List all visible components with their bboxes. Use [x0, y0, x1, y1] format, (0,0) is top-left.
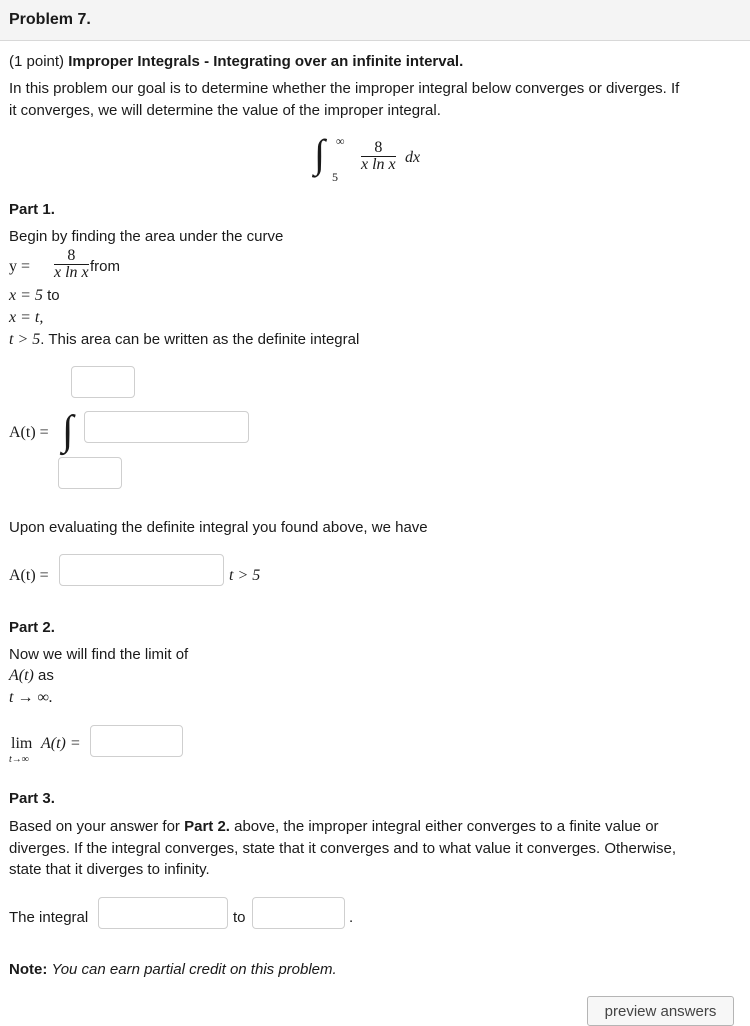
part1-y-equals: y = — [9, 258, 31, 275]
integrand-input[interactable] — [84, 411, 249, 443]
t-greater-5-condition: t > 5 — [229, 567, 261, 584]
part1-from: from — [90, 258, 120, 275]
part3-line-1-post: above, the improper integral either converges to a finite value or — [229, 818, 659, 835]
lim-label: lim — [11, 735, 33, 752]
part2-a-of-t: A(t) — [9, 667, 34, 684]
intro-line-2: it converges, we will determine the value of the improper integral. — [9, 102, 441, 119]
part2-heading: Part 2. — [9, 619, 55, 636]
preview-answers-button[interactable]: preview answers — [587, 996, 734, 1026]
upper-limit-input[interactable] — [71, 366, 135, 398]
a-of-t-label-2: A(t) = — [9, 567, 49, 584]
the-integral-label: The integral — [9, 909, 89, 926]
value-input[interactable] — [252, 897, 345, 929]
note-text: You can earn partial credit on this problem. — [51, 961, 337, 978]
main-integral-differential: dx — [405, 149, 421, 166]
part1-area-text: . This area can be written as the definite integral — [40, 331, 360, 348]
intro-line-1: In this problem our goal is to determine whether the improper integral below converges or diverges. If — [9, 80, 680, 97]
main-integral-sign: ∫ — [314, 131, 325, 176]
main-integral-denominator: x ln x — [361, 156, 396, 173]
problem-title: Problem 7. — [9, 11, 91, 28]
lower-limit-input[interactable] — [58, 457, 122, 489]
limit-input[interactable] — [90, 725, 183, 757]
part1-definite-integral-text — [9, 331, 359, 349]
part1-fraction — [54, 248, 89, 281]
topic-title: Improper Integrals - Integrating over an infinite interval. — [68, 53, 464, 70]
converge-diverge-input[interactable] — [98, 897, 228, 929]
part3-line-1-bold: Part 2. — [184, 818, 230, 835]
note-colon: : — [42, 961, 48, 978]
to-label: to — [233, 909, 246, 926]
part1-to: to — [47, 287, 60, 304]
integral-sign: ∫ — [62, 408, 74, 454]
part3-line-1-pre: Based on your answer for — [9, 818, 185, 835]
part1-x-range-start — [9, 287, 60, 305]
evaluating-text: Upon evaluating the definite integral you found above, we have — [9, 519, 428, 536]
part1-t-greater-5: t > 5 — [9, 331, 41, 348]
part1-x-equals-t: x = t, — [9, 309, 44, 326]
part2-as: as — [38, 667, 54, 684]
lim-subscript: t→∞ — [9, 754, 29, 765]
part3-line-1 — [9, 818, 659, 835]
part2-text-limit: Now we will find the limit of — [9, 646, 189, 663]
a-of-t-label: A(t) = — [9, 424, 49, 441]
main-integral-fraction — [361, 140, 396, 173]
part3-line-2: diverges. If the integral converges, state that it converges and to what value it converges. Otherwise, — [9, 840, 677, 857]
part3-heading: Part 3. — [9, 790, 55, 807]
part2-t-to-infinity: t → ∞. — [9, 689, 53, 706]
note-label: Note — [9, 961, 43, 978]
part1-text-curve: Begin by finding the area under the curve — [9, 228, 284, 245]
part1-heading: Part 1. — [9, 201, 55, 218]
trailing-period: . — [349, 909, 354, 926]
main-integral-numerator: 8 — [361, 140, 396, 157]
intro-heading — [9, 53, 463, 70]
lim-expression: A(t) = — [41, 735, 81, 752]
part1-denominator: x ln x — [54, 264, 89, 281]
part1-numerator: 8 — [54, 248, 89, 265]
part2-a-of-t-as — [9, 667, 54, 685]
part1-x-equals-5: x = 5 — [9, 287, 43, 304]
problem-header-bar — [0, 0, 750, 41]
note — [9, 961, 337, 978]
main-integral-upper-limit: ∞ — [336, 134, 345, 148]
main-integral-lower-limit: 5 — [332, 170, 338, 184]
part3-line-3: state that it diverges to infinity. — [9, 861, 210, 878]
points-label: (1 point) — [9, 53, 65, 70]
antiderivative-input[interactable] — [59, 554, 224, 586]
